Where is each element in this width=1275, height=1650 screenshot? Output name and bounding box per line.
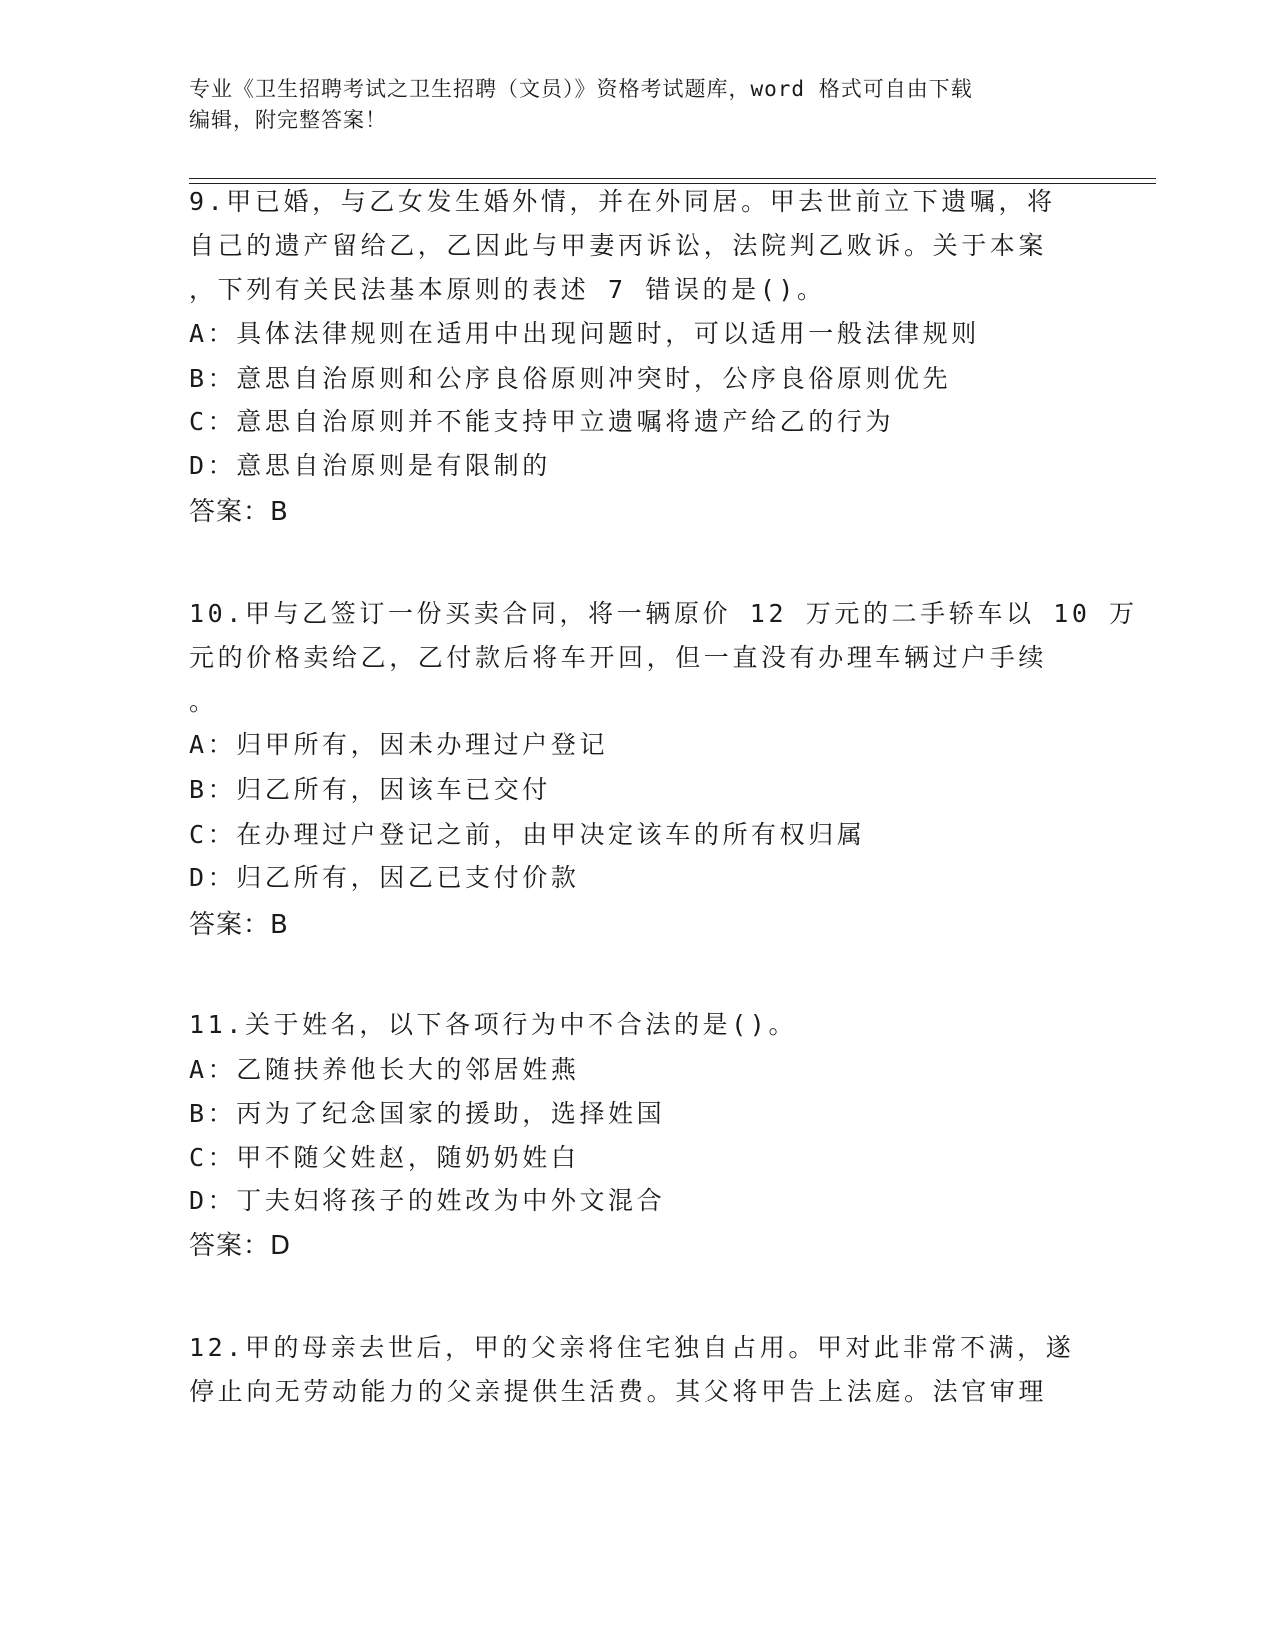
question-9-answer: 答案：B bbox=[189, 497, 289, 527]
question-11-option-a: A：乙随扶养他长大的邻居姓燕 bbox=[189, 1055, 580, 1084]
question-12-line-1: 12.甲的母亲去世后，甲的父亲将住宅独自占用。甲对此非常不满，遂 bbox=[189, 1333, 1075, 1362]
question-11-line-1: 11.关于姓名，以下各项行为中不合法的是()。 bbox=[189, 1010, 798, 1039]
question-9-line-1: 9.甲已婚，与乙女发生婚外情，并在外同居。甲去世前立下遗嘱，将 bbox=[189, 187, 1056, 216]
question-9-option-d: D：意思自治原则是有限制的 bbox=[189, 451, 551, 480]
question-10-line-2: 元的价格卖给乙，乙付款后将车开回，但一直没有办理车辆过户手续 bbox=[189, 643, 1048, 672]
question-11-option-d: D：丁夫妇将孩子的姓改为中外文混合 bbox=[189, 1186, 666, 1215]
question-10-option-a: A：归甲所有，因未办理过户登记 bbox=[189, 730, 609, 759]
header-note-line-1: 专业《卫生招聘考试之卫生招聘（文员）》资格考试题库，word 格式可自由下载 bbox=[189, 77, 973, 101]
question-11-option-b: B：丙为了纪念国家的援助，选择姓国 bbox=[189, 1099, 666, 1128]
question-10-option-b: B：归乙所有，因该车已交付 bbox=[189, 775, 551, 804]
question-10-option-c: C：在办理过户登记之前，由甲决定该车的所有权归属 bbox=[189, 820, 866, 849]
header-divider bbox=[189, 178, 1156, 184]
question-9-option-b: B：意思自治原则和公序良俗原则冲突时，公序良俗原则优先 bbox=[189, 364, 952, 393]
question-9-line-3: ，下列有关民法基本原则的表述 7 错误的是()。 bbox=[189, 275, 826, 304]
question-9-line-2: 自己的遗产留给乙，乙因此与甲妻丙诉讼，法院判乙败诉。关于本案 bbox=[189, 231, 1048, 260]
header-note-line-2: 编辑，附完整答案！ bbox=[189, 108, 387, 132]
question-10-line-3: 。 bbox=[189, 687, 218, 716]
header-note bbox=[189, 74, 1089, 136]
question-10-line-1: 10.甲与乙签订一份买卖合同，将一辆原价 12 万元的二手轿车以 10 万 bbox=[189, 599, 1138, 628]
question-10-option-d: D：归乙所有，因乙已支付价款 bbox=[189, 863, 580, 892]
question-9-option-a: A：具体法律规则在适用中出现问题时，可以适用一般法律规则 bbox=[189, 319, 980, 348]
question-10-answer: 答案：B bbox=[189, 910, 289, 940]
question-12-line-2: 停止向无劳动能力的父亲提供生活费。其父将甲告上法庭。法官审理 bbox=[189, 1377, 1048, 1406]
question-9-option-c: C：意思自治原则并不能支持甲立遗嘱将遗产给乙的行为 bbox=[189, 407, 895, 436]
question-11-option-c: C：甲不随父姓赵，随奶奶姓白 bbox=[189, 1143, 580, 1172]
question-11-answer: 答案：D bbox=[189, 1231, 292, 1261]
